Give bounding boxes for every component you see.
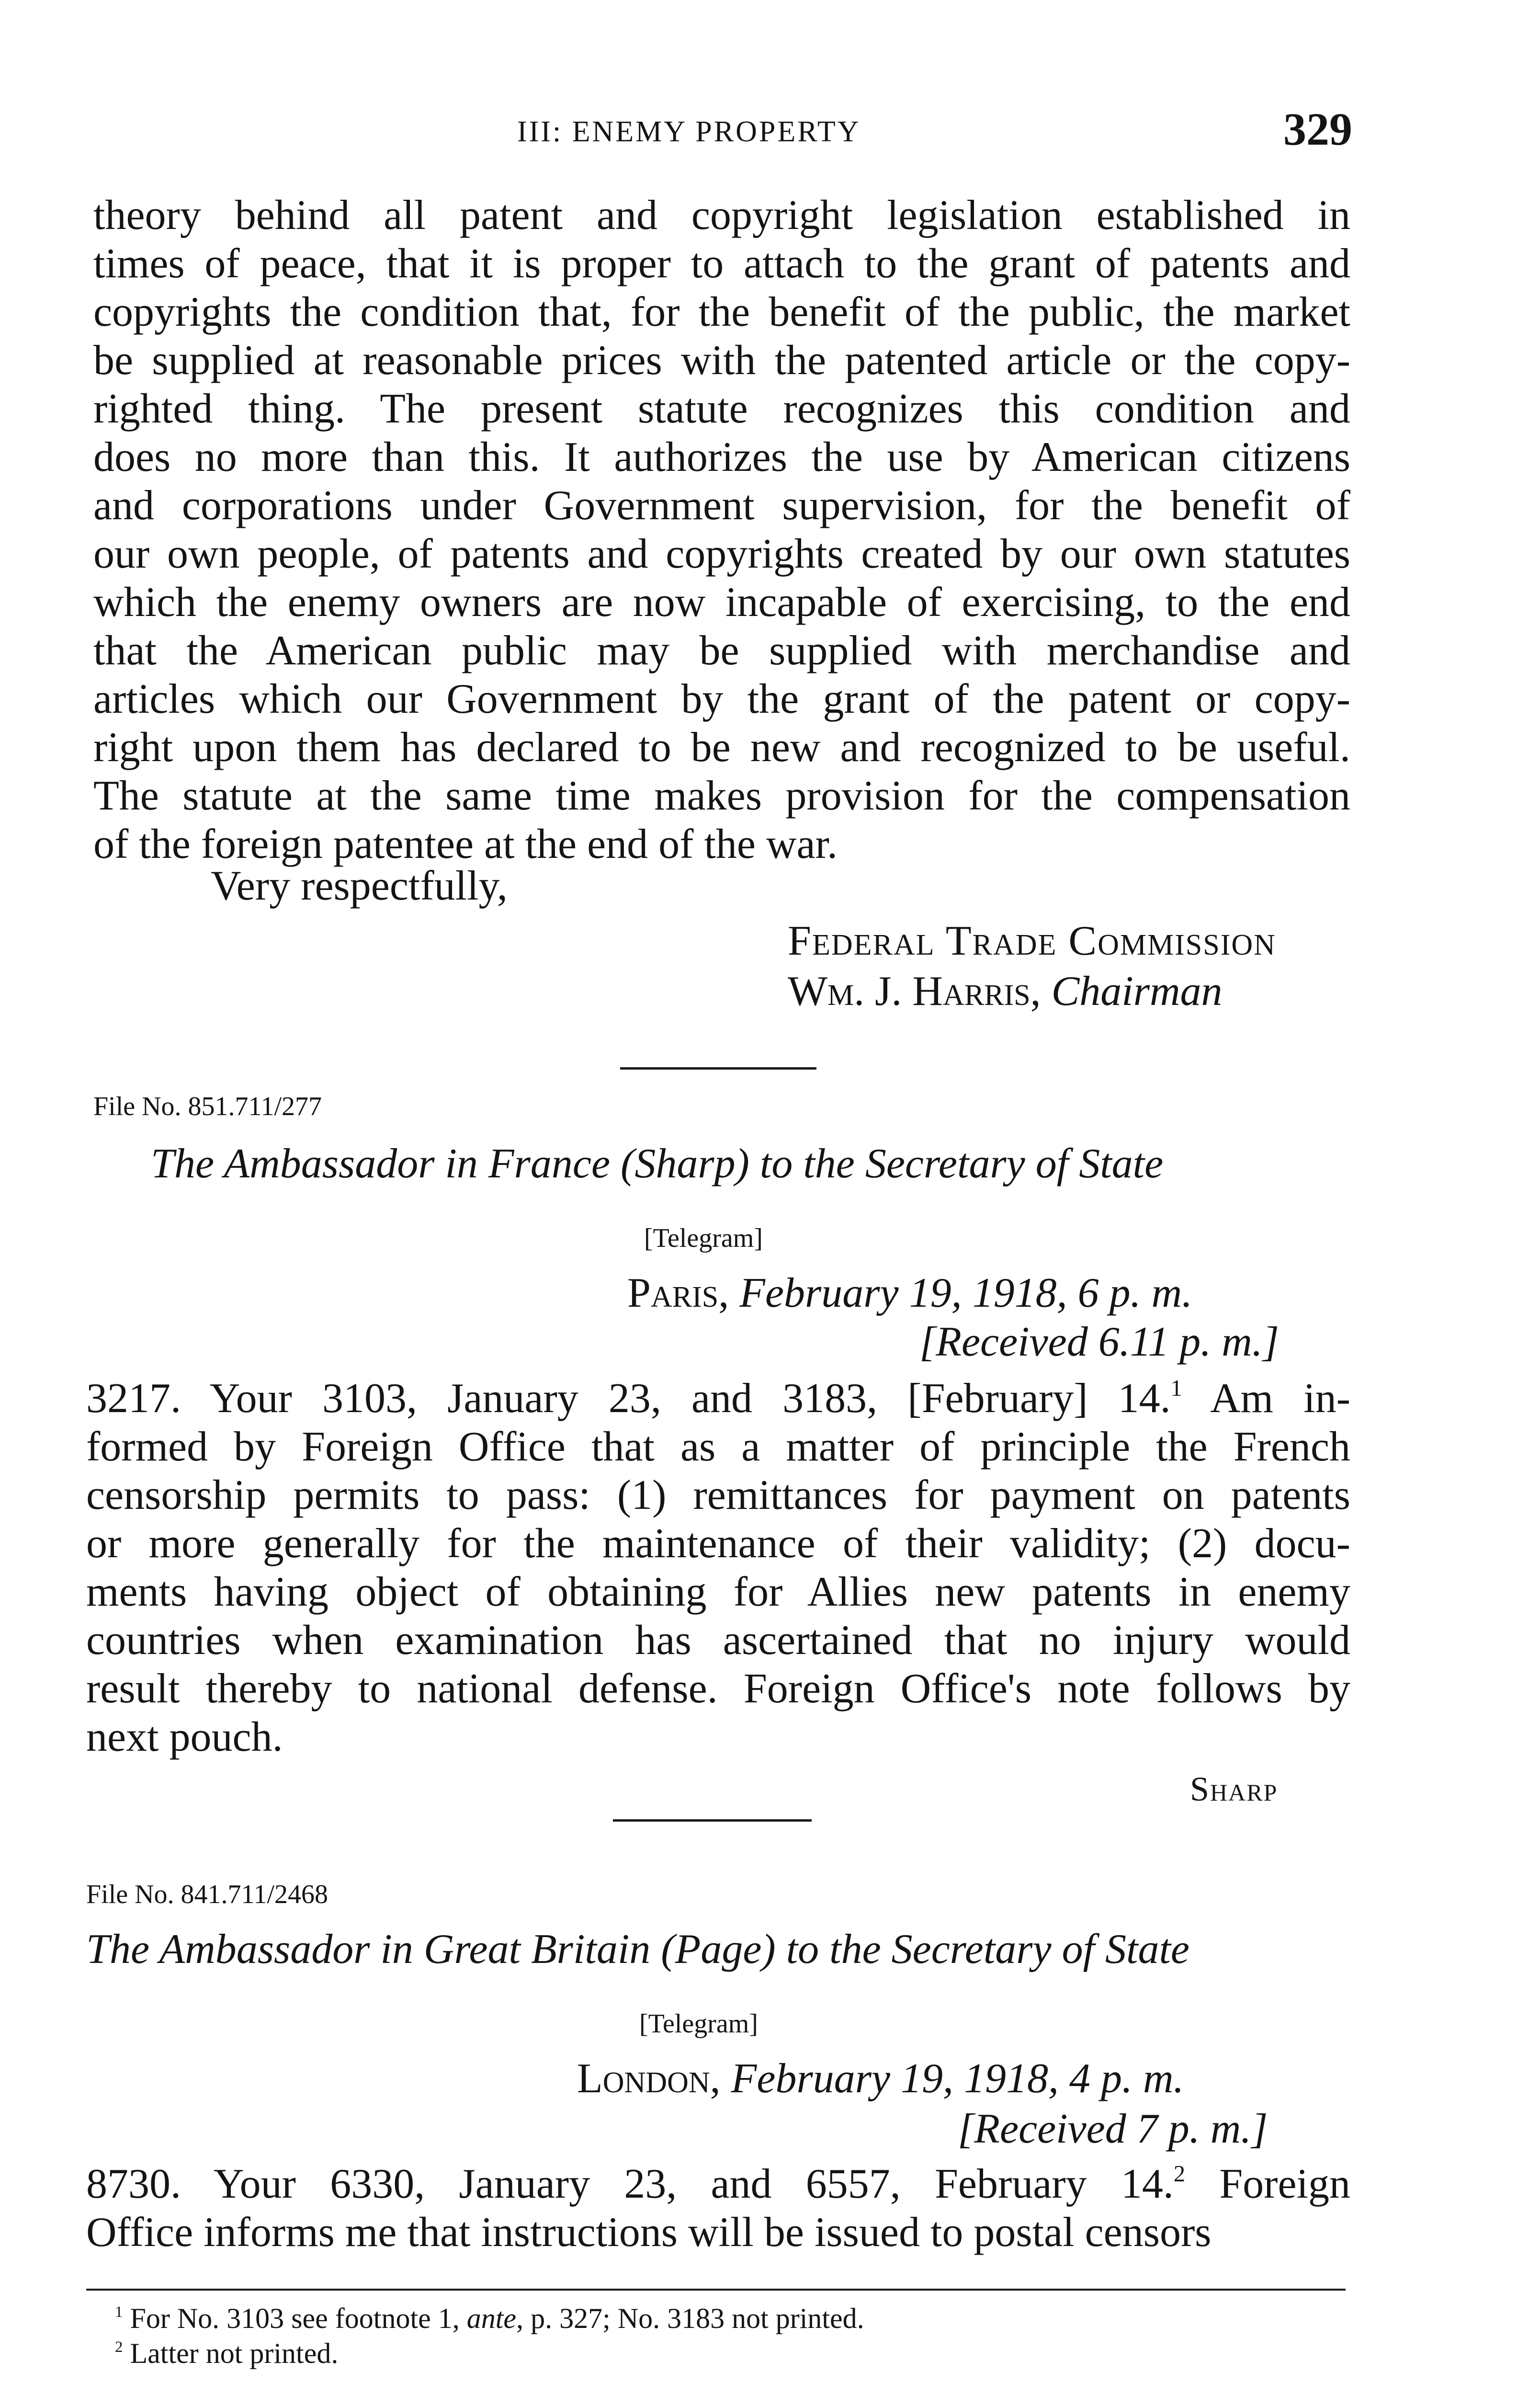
text-line: theory behind all patent and copyright legislation established in (93, 192, 1350, 239)
text-line: ments having object of obtaining for Allies new patents in enemy (86, 1569, 1350, 1615)
footnote-mark: 2 (115, 2338, 123, 2356)
dateline-place: Paris, (627, 1270, 729, 1316)
document-heading: The Ambassador in France (Sharp) to the Secretary of State (151, 1140, 1164, 1187)
telegram-signature: Sharp (1190, 1770, 1278, 1808)
footnote (115, 2337, 338, 2370)
text-line: 3217. Your 3103, January 23, and 3183, [February] 14.$^1$ Am in- (86, 1375, 1350, 1422)
footnote-text: Latter not printed. (130, 2338, 339, 2369)
running-head: III: ENEMY PROPERTY (517, 115, 861, 148)
dateline-date: February 19, 1918, 4 p. m. (731, 2055, 1184, 2102)
text-line: result thereby to national defense. Foreign Office's note follows by (86, 1665, 1350, 1712)
text-line: articles which our Government by the grant of the patent or copy- (93, 676, 1350, 722)
text-line: Office informs me that instructions will be issued to postal censors (86, 2209, 1212, 2256)
text-line: copyrights the condition that, for the benefit of the public, the market (93, 289, 1350, 335)
text-line: does no more than this. It authorizes the use by American citizens (93, 434, 1350, 480)
text-line: censorship permits to pass: (1) remittances for payment on patents (86, 1472, 1350, 1518)
telegram-label: [Telegram] (644, 1223, 763, 1253)
text-line: which the enemy owners are now incapable of exercising, to the end (93, 579, 1350, 626)
text-line: righted thing. The present statute recognizes this condition and (93, 386, 1350, 432)
footnote-rule (86, 2289, 1346, 2291)
dateline-place: London, (577, 2055, 721, 2102)
signature-title: Chairman (1051, 968, 1223, 1015)
received-time: [Received 6.11 p. m.] (919, 1319, 1280, 1365)
document-heading: The Ambassador in Great Britain (Page) to the Secretary of State (86, 1926, 1189, 1973)
signature-organization: Federal Trade Commission (788, 918, 1276, 964)
file-number: File No. 841.711/2468 (86, 1880, 328, 1909)
text-line: or more generally for the maintenance of their validity; (2) docu- (86, 1520, 1350, 1567)
text-line: countries when examination has ascertained that no injury would (86, 1617, 1350, 1664)
signature-line (788, 968, 1223, 1015)
text-line: that the American public may be supplied with merchandise and (93, 627, 1350, 674)
text-line: and corporations under Government supervision, for the benefit of (93, 482, 1350, 529)
text-line: 8730. Your 6330, January 23, and 6557, February 14.$^2$ Foreign (86, 2161, 1350, 2207)
page-number: 329 (1283, 103, 1352, 155)
footnote (115, 2302, 864, 2335)
text-line: of the foreign patentee at the end of the war. (93, 821, 838, 867)
signature-name: Wm. J. Harris, (788, 968, 1041, 1015)
text-line: our own people, of patents and copyrights created by our own statutes (93, 531, 1350, 577)
section-divider (620, 1067, 816, 1070)
text-line: formed by Foreign Office that as a matter of principle the French (86, 1424, 1350, 1470)
telegram-label: [Telegram] (639, 2009, 758, 2039)
received-time: [Received 7 p. m.] (958, 2106, 1268, 2152)
dateline (627, 1269, 1192, 1317)
text-line: next pouch. (86, 1714, 283, 1760)
text-line: The statute at the same time makes provision for the compensation (93, 773, 1350, 819)
closing-line: Very respectfully, (211, 863, 508, 909)
section-divider (613, 1819, 812, 1822)
dateline-date: February 19, 1918, 6 p. m. (739, 1270, 1193, 1316)
file-number: File No. 851.711/277 (93, 1092, 322, 1121)
footnote-text: For No. 3103 see footnote 1, ante, p. 327; No. 3183 not printed. (130, 2303, 864, 2334)
dateline (577, 2055, 1184, 2103)
text-line: times of peace, that it is proper to attach to the grant of patents and (93, 240, 1350, 287)
footnote-mark: 1 (115, 2303, 123, 2321)
text-line: right upon them has declared to be new and recognized to be useful. (93, 724, 1350, 771)
text-line: be supplied at reasonable prices with the patented article or the copy- (93, 337, 1350, 384)
